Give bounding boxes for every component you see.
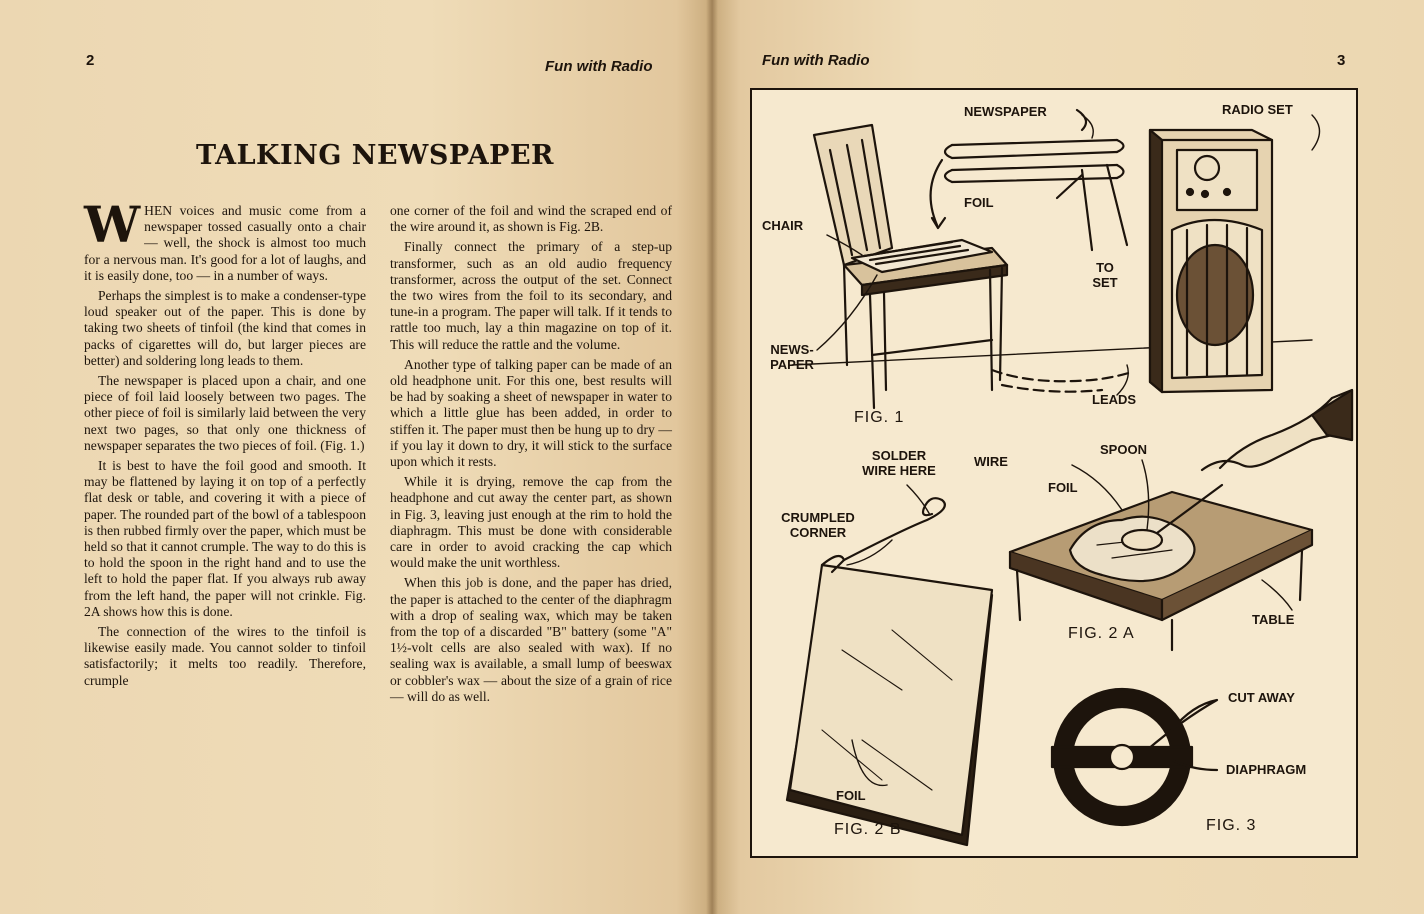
lead-dashed — [992, 370, 1132, 381]
book-gutter — [706, 0, 718, 914]
radio-set-illustration — [1150, 130, 1272, 392]
label-leads: LEADS — [1092, 392, 1137, 407]
label-news-paper: NEWS-PAPER — [770, 342, 814, 372]
figure-2a-caption: FIG. 2 A — [1068, 625, 1135, 642]
paragraph: Perhaps the simplest is to make a condenser-type loud speaker out of the paper. This is done by taking two sheets of tinfoil (the kind that comes in packs of cigarettes will do, but larger pieces are better) and soldering long leads to them. — [84, 288, 366, 368]
label-solder-wire-here: SOLDER WIRE HERE — [862, 448, 936, 478]
diaphragm-illustration — [1052, 689, 1217, 825]
illustration-panel — [750, 88, 1358, 858]
foil-sheet-illustration — [787, 498, 992, 845]
running-head: Fun with Radio — [545, 58, 653, 75]
label-chair: CHAIR — [762, 218, 804, 233]
label-foil-2a: FOIL — [1048, 480, 1078, 495]
page-number: 2 — [86, 52, 95, 69]
paragraph: When this job is done, and the paper has dried, the paper is attached to the center of the diaphragm with a drop of sealing wax, which may be taken from the top of a discarded "B" battery (some "A" 1½-volt cells are also sealed with wax). If no sealing wax is available, a small lump of beeswax or cobbler's wax — about the size of a grain of rice — will do as well. — [390, 575, 672, 704]
label-wire: WIRE — [974, 454, 1008, 469]
label-crumpled-corner: CRUMPLED CORNER — [781, 510, 855, 540]
paragraph: one corner of the foil and wind the scraped end of the wire around it, as shown is Fig. 2B. — [390, 203, 672, 235]
text-column-2 — [390, 203, 672, 709]
label-foil: FOIL — [964, 195, 994, 210]
label-radio-set: RADIO SET — [1222, 102, 1293, 117]
drop-cap: W — [84, 195, 141, 254]
page-number: 3 — [1337, 52, 1346, 69]
figure-2b-caption: FIG. 2 B — [834, 821, 902, 838]
text-column-1 — [84, 195, 366, 693]
illustration — [752, 90, 1356, 856]
arrow — [931, 160, 942, 225]
chair-illustration — [814, 125, 1007, 408]
paragraph: It is best to have the foil good and smooth. It may be flattened by laying it on top of a perfectly flat desk or table, and covering it with a piece of paper. The rounded part of the bowl of a tablespoon is then rubbed firmly over the paper, which must be held so that it cannot crumple. The way to do this is to hold the spoon in the right hand and to use the left to hold the paper flat. If you always rub away from the left hand, the paper will not crinkle. Fig. 2A shows how this is done. — [84, 458, 366, 619]
label-cut-away: CUT AWAY — [1228, 690, 1295, 705]
label-table: TABLE — [1252, 612, 1295, 627]
label-newspaper: NEWSPAPER — [964, 104, 1047, 119]
paragraph: While it is drying, remove the cap from the headphone and cut away the center part, as shown in Fig. 3, leaving just enough at the rim to hold the diaphragm. This must be done with considerable care in order to avoid cracking the cap which would make the unit worthless. — [390, 474, 672, 571]
paragraph: Another type of talking paper can be made of an old headphone unit. For this one, best results will be had by soaking a sheet of newspaper in water to which a little glue has been added, in order to stiffen it. The paper must then be hung up to dry — if you lay it down to dry, it will stick to the surface upon which it rests. — [390, 356, 672, 470]
label-to-set: TO SET — [1092, 260, 1118, 290]
article-title: TALKING NEWSPAPER — [196, 140, 554, 171]
newspaper-foil-illustration — [945, 140, 1124, 182]
running-head: Fun with Radio — [762, 52, 870, 69]
arrow — [1077, 110, 1086, 130]
label-diaphragm: DIAPHRAGM — [1226, 762, 1307, 777]
label-foil-2b: FOIL — [836, 788, 866, 803]
paragraph: The newspaper is placed upon a chair, and one piece of foil laid loosely between two pages. The other piece of foil is similarly laid between the very next two pages, so that only one thickness of newspaper separates the two pieces of foil. (Fig. 1.) — [84, 373, 366, 453]
figure-1-caption: FIG. 1 — [854, 409, 905, 426]
paragraph: Finally connect the primary of a step-up transformer, such as an old audio frequency transformer, across the output of the set. Connect the two wires from the foil to its secondary, and tune-in a program. The paper will talk. If it tends to rattle too much, lay a thin magazine on top of it. This will reduce the rattle and the volume. — [390, 239, 672, 352]
paragraph: WHEN voices and music come from a newspaper tossed casually onto a chair — well, the shock is almost too much for a nervous man. It's good for a lot of laughs, and it is easily done, too — in a number of ways. — [84, 195, 366, 283]
figure-3-caption: FIG. 3 — [1206, 817, 1257, 834]
label-spoon: SPOON — [1100, 442, 1147, 457]
paragraph: The connection of the wires to the tinfoil is likewise easily made. You cannot solder to tinfoil satisfactorily; it melts too readily. Therefore, crumple — [84, 624, 366, 688]
